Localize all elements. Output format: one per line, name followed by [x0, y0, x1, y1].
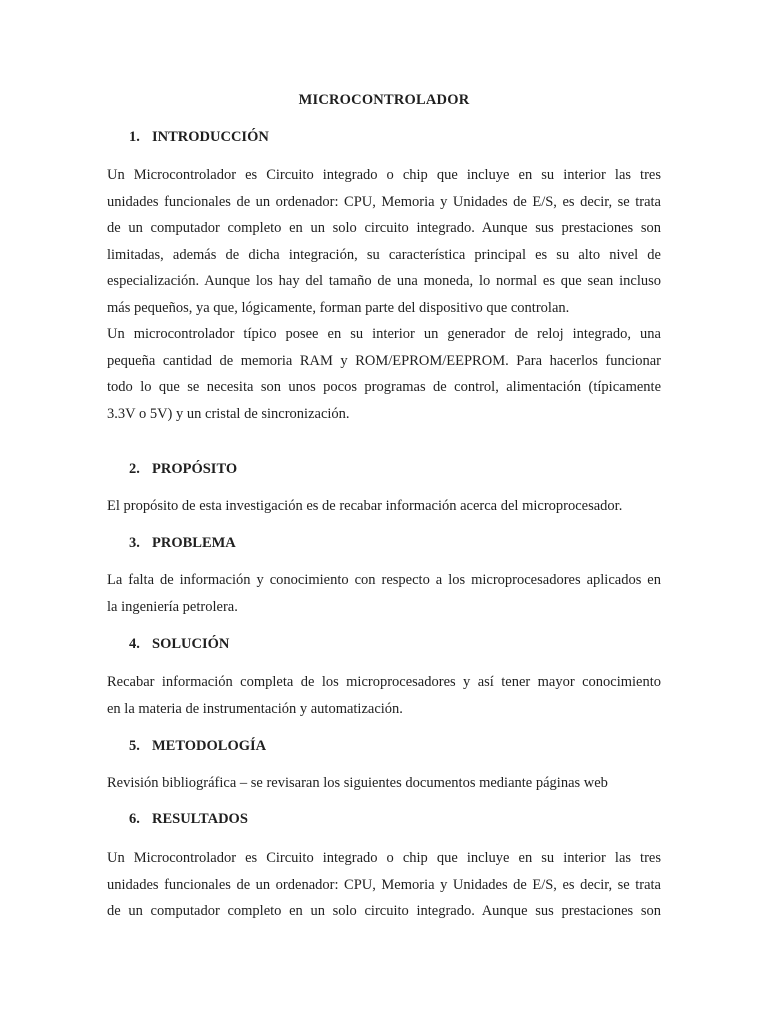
paragraph-metodologia	[107, 770, 661, 797]
section-title: RESULTADOS	[152, 811, 248, 827]
text-line: Revisión bibliográfica – se revisaran los siguientes documentos mediante páginas web	[107, 775, 608, 791]
paragraph-resultados	[107, 845, 661, 925]
section-heading-resultados	[129, 811, 248, 828]
section-heading-proposito	[129, 461, 237, 478]
text-line: unidades funcionales de un ordenador: CPU, Memoria y Unidades de E/S, es decir, se trata	[107, 876, 661, 893]
text-line: El propósito de esta investigación es de recabar información acerca del microprocesador.	[107, 498, 623, 514]
paragraph-problema	[107, 567, 661, 620]
text-line: Un Microcontrolador es Circuito integrado o chip que incluye en su interior las tres	[107, 167, 661, 183]
section-number: 4.	[129, 636, 140, 652]
text-line: en la materia de instrumentación y automatización.	[107, 700, 403, 717]
section-number: 6.	[129, 811, 140, 827]
document-title: MICROCONTROLADOR	[298, 92, 470, 108]
text-line: pequeña cantidad de memoria RAM y ROM/EPROM/EEPROM. Para hacerlos funcionar	[107, 352, 661, 369]
text-line: de un computador completo en un solo circuito integrado. Aunque sus prestaciones son	[107, 220, 661, 236]
text-line: especialización. Aunque los hay del tamaño de una moneda, lo normal es que sean incluso	[107, 273, 661, 289]
text-line: limitadas, además de dicha integración, su característica principal es su alto nivel de	[107, 246, 661, 263]
section-title: INTRODUCCIÓN	[152, 129, 269, 145]
paragraph-introduccion-1	[107, 162, 661, 321]
text-line: Un Microcontrolador es Circuito integrado o chip que incluye en su interior las tres	[107, 850, 661, 866]
paragraph-proposito	[107, 493, 661, 520]
section-number: 3.	[129, 535, 140, 551]
text-line: más pequeños, ya que, lógicamente, forman parte del dispositivo que controlan.	[107, 299, 570, 316]
document-page	[107, 0, 661, 1024]
section-title: METODOLOGÍA	[152, 738, 267, 754]
text-line: 3.3V o 5V) y un cristal de sincronización.	[107, 405, 350, 422]
section-number: 1.	[129, 129, 140, 145]
section-title: PROPÓSITO	[152, 461, 238, 477]
text-line: la ingeniería petrolera.	[107, 598, 238, 615]
text-line: Recabar información completa de los microprocesadores y así tener mayor conocimiento	[107, 674, 661, 690]
text-line: unidades funcionales de un ordenador: CPU, Memoria y Unidades de E/S, es decir, se trata	[107, 193, 661, 210]
text-line: todo lo que se necesita son unos pocos programas de control, alimentación (típicamente	[107, 379, 661, 395]
section-number: 5.	[129, 738, 140, 754]
section-number: 2.	[129, 461, 140, 477]
paragraph-introduccion-2	[107, 321, 661, 427]
paragraph-solucion	[107, 669, 661, 722]
section-heading-solucion	[129, 636, 229, 653]
section-heading-problema	[129, 535, 236, 552]
section-heading-metodologia	[129, 738, 266, 755]
text-line: Un microcontrolador típico posee en su interior un generador de reloj integrado, una	[107, 326, 661, 342]
section-heading-introduccion	[129, 129, 269, 146]
text-line: La falta de información y conocimiento con respecto a los microprocesadores aplicados en	[107, 572, 661, 588]
section-title: SOLUCIÓN	[152, 636, 230, 652]
section-title: PROBLEMA	[152, 535, 236, 551]
text-line: de un computador completo en un solo circuito integrado. Aunque sus prestaciones son	[107, 903, 661, 919]
